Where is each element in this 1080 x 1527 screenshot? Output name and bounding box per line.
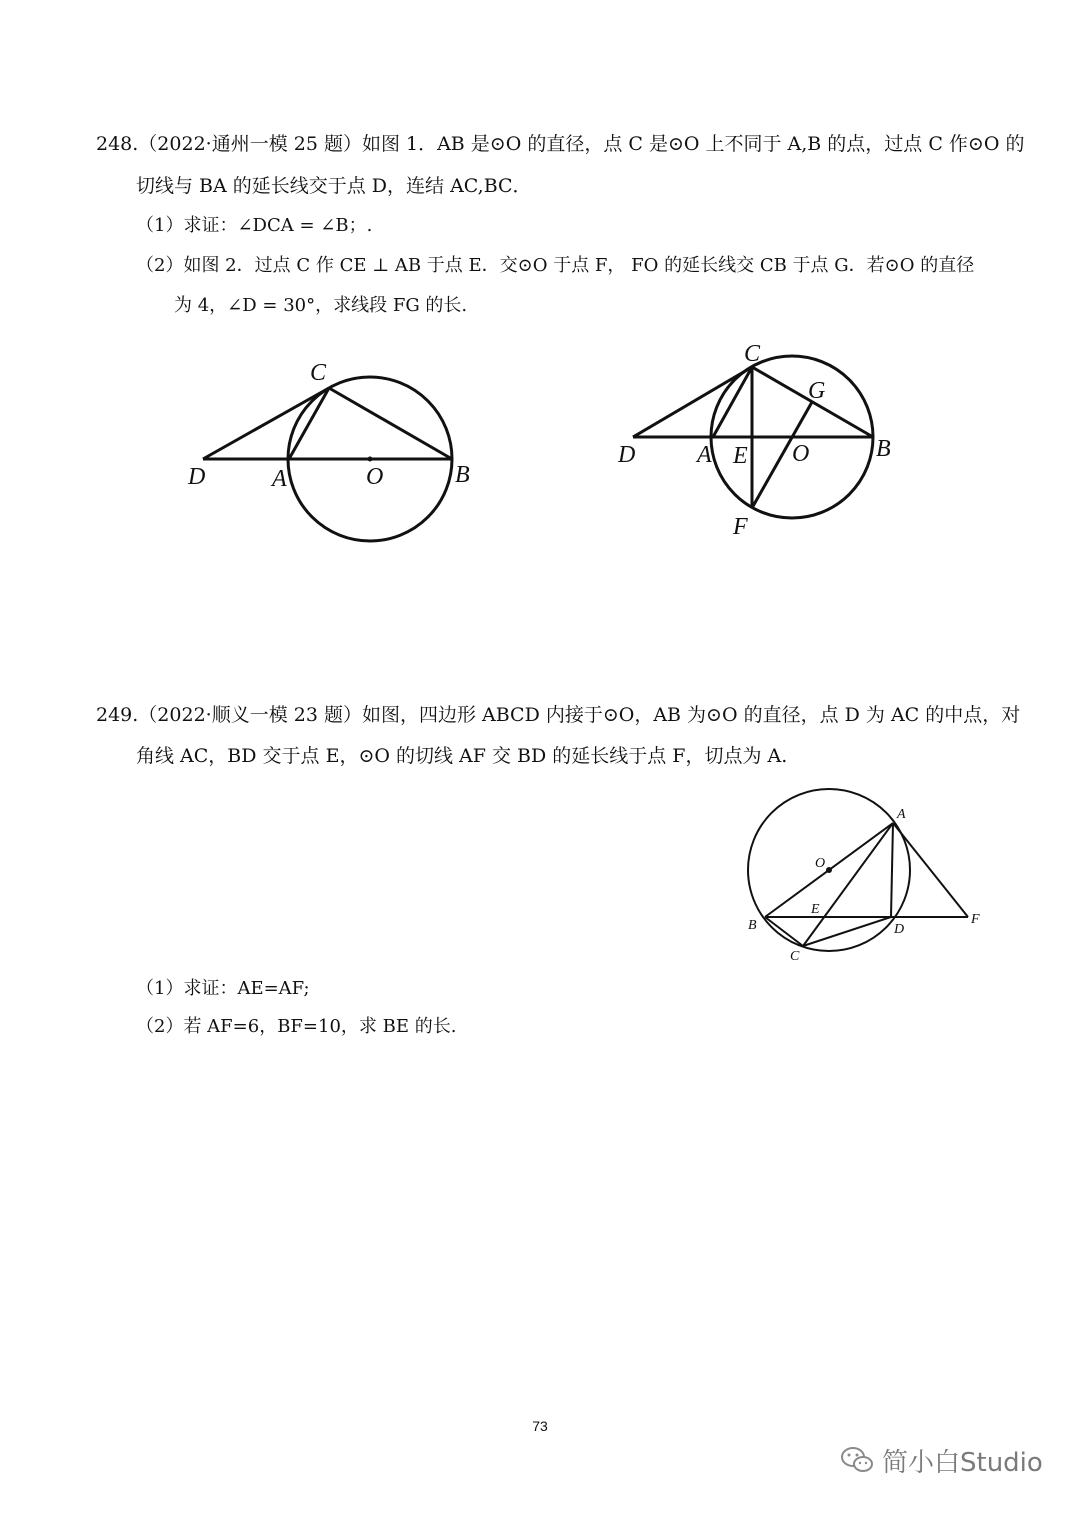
fig2-label-F: F bbox=[733, 514, 748, 540]
fig1-label-A: A bbox=[272, 466, 287, 492]
fig3-label-O: O bbox=[815, 856, 826, 871]
fig2-label-A: A bbox=[697, 442, 712, 468]
fig3-label-E: E bbox=[811, 902, 820, 917]
fig2-label-G: G bbox=[808, 378, 826, 404]
fig3-line-AF bbox=[893, 823, 968, 917]
watermark-text: 简小白Studio bbox=[882, 1447, 1043, 1478]
fig3-label-B: B bbox=[748, 918, 757, 933]
problem-248-part2-line1: （2）如图 2．过点 C 作 CE ⊥ AB 于点 E．交⊙O 于点 F， FO 的延长线交 CB 于点 G．若⊙O 的直径 bbox=[136, 255, 975, 276]
fig3-label-C: C bbox=[790, 949, 800, 964]
watermark bbox=[840, 1440, 1070, 1480]
problem-249-stem-line1: 249.（2022·顺义一模 23 题）如图，四边形 ABCD 内接于⊙O，AB 为⊙O 的直径，点 D 为 AC 的中点，对 bbox=[96, 704, 1021, 726]
fig1-label-C: C bbox=[310, 360, 327, 386]
fig1-label-B: B bbox=[455, 462, 470, 488]
problem-248-part1: （1）求证：∠DCA = ∠B；. bbox=[136, 215, 373, 236]
fig1-label-O: O bbox=[366, 464, 384, 490]
problem-249-part1: （1）求证：AE=AF; bbox=[136, 978, 310, 999]
problem-248-part2-line2: 为 4，∠D = 30°，求线段 FG 的长. bbox=[174, 295, 468, 316]
problem-248-stem-line1: 248.（2022·通州一模 25 题）如图 1．AB 是⊙O 的直径，点 C 是⊙O 上不同于 A,B 的点，过点 C 作⊙O 的 bbox=[96, 133, 1025, 155]
page-number: 73 bbox=[532, 1418, 548, 1434]
problem-248-stem-line2: 切线与 BA 的延长线交于点 D，连结 AC,BC． bbox=[136, 175, 532, 197]
fig2-label-O: O bbox=[792, 441, 810, 467]
fig2-label-C: C bbox=[744, 341, 761, 367]
fig3-center-dot bbox=[826, 867, 832, 873]
fig3-line-AD bbox=[891, 823, 893, 917]
problem-249-part2: （2）若 AF=6，BF=10，求 BE 的长. bbox=[136, 1016, 457, 1037]
fig1-label-D: D bbox=[188, 464, 206, 490]
fig3-label-F: F bbox=[971, 912, 980, 927]
fig2-label-B: B bbox=[876, 436, 891, 462]
fig3-line-BC bbox=[765, 917, 803, 946]
fig2-label-E: E bbox=[733, 443, 748, 469]
problem-249-stem-line2: 角线 AC，BD 交于点 E，⊙O 的切线 AF 交 BD 的延长线于点 F，切点为 A. bbox=[136, 745, 788, 767]
fig3-label-A: A bbox=[897, 807, 906, 822]
fig3-line-AC bbox=[803, 823, 893, 946]
fig3-line-CD bbox=[803, 917, 891, 946]
wechat-icon bbox=[840, 1445, 874, 1475]
fig3-label-D: D bbox=[894, 922, 905, 937]
fig2-label-D: D bbox=[618, 442, 636, 468]
